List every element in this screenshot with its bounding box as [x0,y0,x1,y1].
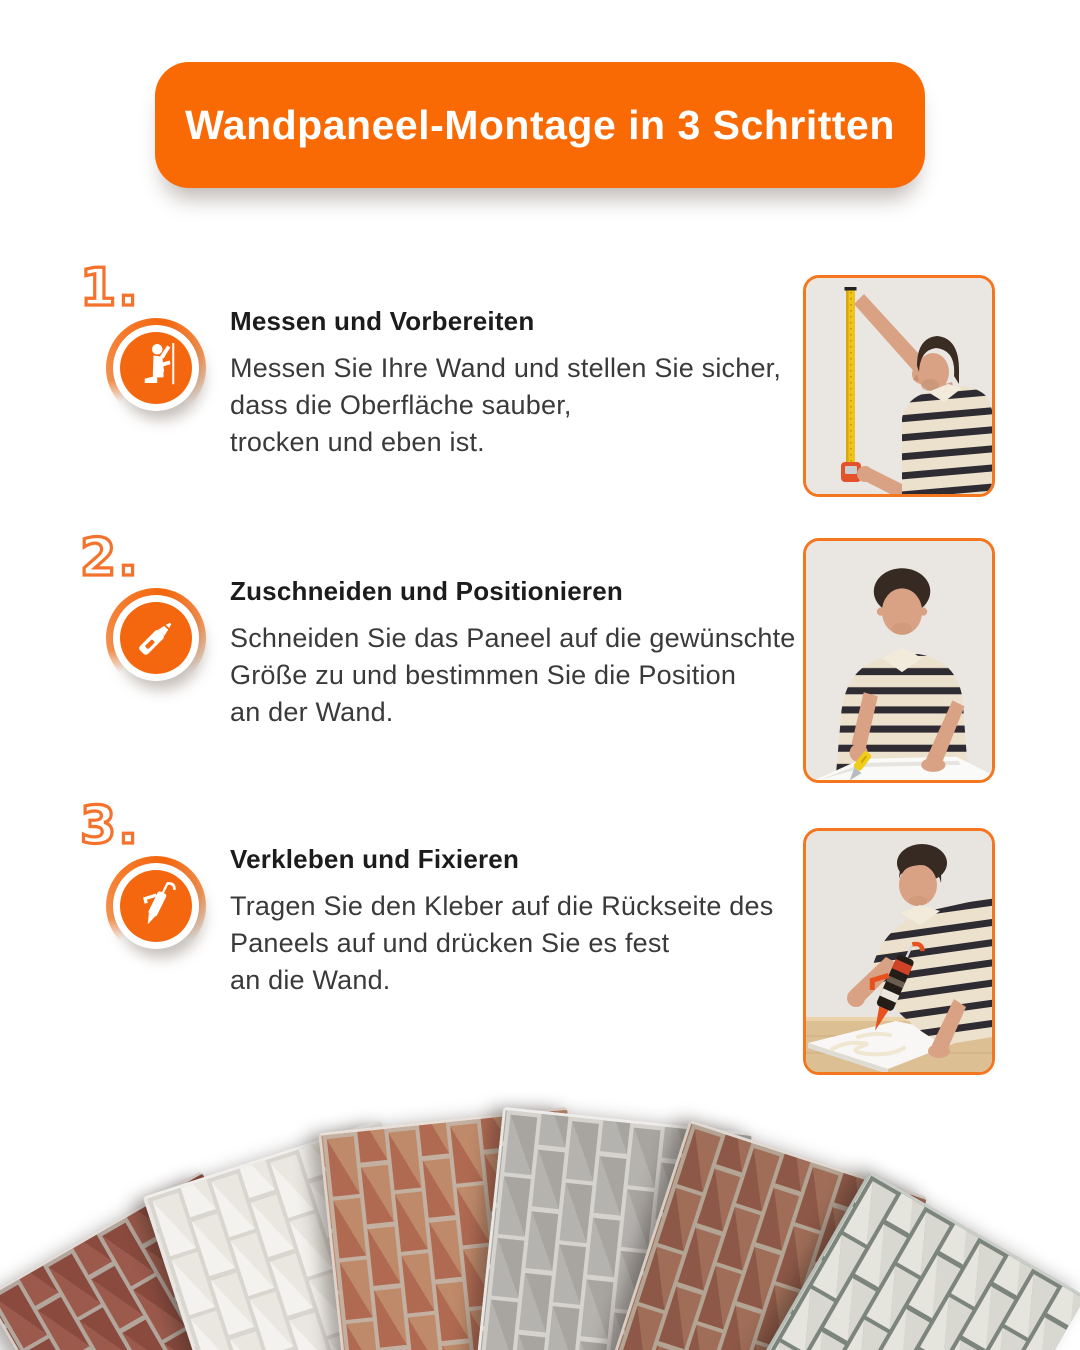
caulk-gun-icon [120,870,192,942]
step-3-number: 3. [80,796,140,856]
step-2-text [230,576,830,731]
man-cutting-panel-photo [803,538,995,783]
step-1-number: 1. [80,258,140,318]
page-title: Wandpaneel-Montage in 3 Schritten [185,101,895,148]
step-2-number: 2. [80,528,140,588]
step-2-description: Schneiden Sie das Paneel auf die gewünschte Größe zu und bestimmen Sie die Position an der Wand. [230,623,796,727]
step-3-text [230,844,830,999]
step-1-title: Messen und Vorbereiten [230,306,535,336]
man-measuring-wall-with-tape-photo [803,275,995,497]
step-3-description: Tragen Sie den Kleber auf die Rückseite des Paneels auf und drücken Sie es fest an die Wand. [230,891,774,995]
step-2-title: Zuschneiden und Positionieren [230,576,623,606]
step-3-icon-badge [106,856,206,956]
person-measuring-icon [120,332,192,404]
header-banner [155,62,925,188]
man-applying-adhesive-photo [803,828,995,1075]
step-3-title: Verkleben und Fixieren [230,844,520,874]
step-2-icon-badge [106,588,206,688]
step-1-icon-badge [106,318,206,418]
step-1-text [230,306,830,461]
step-1-description: Messen Sie Ihre Wand und stellen Sie sicher, dass die Oberfläche sauber, trocken und eben ist. [230,353,782,457]
utility-knife-icon [120,602,192,674]
